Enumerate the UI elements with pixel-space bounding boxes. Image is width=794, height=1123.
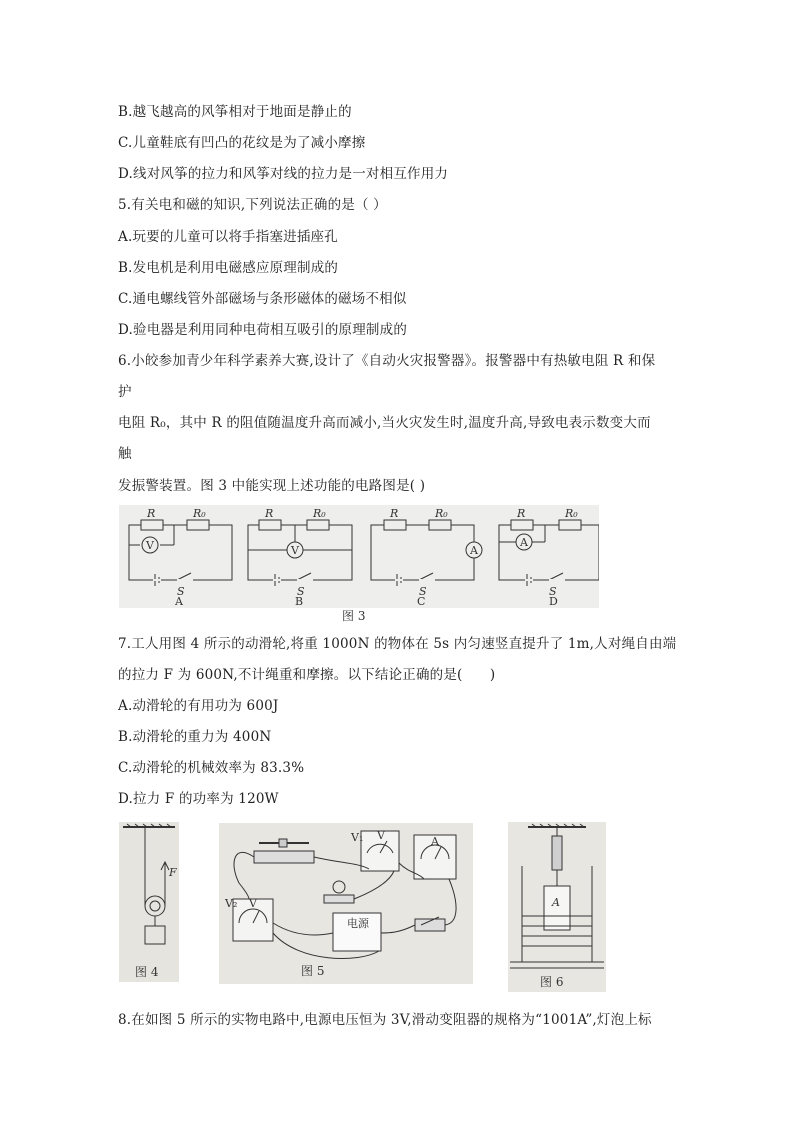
option-5b: B.发电机是利用电磁感应原理制成的 bbox=[118, 260, 339, 276]
voltmeter-b: V bbox=[291, 544, 299, 557]
question-8-line1: 8.在如图 5 所示的实物电路中,电源电压恒为 3V,滑动变阻器的规格为“1001A”,灯泡上标 bbox=[118, 1012, 652, 1028]
option-5a: A.玩要的儿童可以将手指塞进插座孔 bbox=[118, 229, 338, 245]
voltmeter-a: V bbox=[146, 539, 154, 552]
block-label: A bbox=[552, 896, 560, 909]
v1-meter-symbol: V bbox=[377, 829, 385, 842]
question-6-line5: 发振警装置。图 3 中能实现上述功能的电路图是( ) bbox=[118, 478, 426, 494]
label-s-a: S bbox=[177, 585, 185, 598]
figure-3 bbox=[119, 505, 599, 608]
figure-6-caption: 图 6 bbox=[540, 975, 564, 989]
option-7d: D.拉力 F 的功率为 120W bbox=[118, 791, 279, 807]
ammeter-c: A bbox=[470, 544, 478, 557]
label-s-b: S bbox=[297, 585, 305, 598]
circuit-a bbox=[129, 520, 232, 586]
option-5c: C.通电螺线管外部磁场与条形磁体的磁场不相似 bbox=[118, 291, 407, 307]
label-r0-d: R₀ bbox=[565, 507, 578, 520]
question-6-line1: 6.小皎参加青少年科学素养大赛,设计了《自动火灾报警器》。报警器中有热敏电阻 R 和保 bbox=[118, 353, 656, 369]
option-label-a: A bbox=[175, 595, 183, 608]
question-6-line4: 触 bbox=[118, 446, 132, 462]
label-s-d: S bbox=[549, 585, 557, 598]
label-r0-c: R₀ bbox=[435, 507, 448, 520]
circuit-d bbox=[499, 520, 599, 586]
v1-label: V₁ bbox=[351, 831, 364, 844]
figure-4-caption: 图 4 bbox=[135, 965, 159, 979]
label-r0-a: R₀ bbox=[193, 507, 206, 520]
option-4d: D.线对风筝的拉力和风筝对线的拉力是一对相互作用力 bbox=[118, 166, 449, 182]
option-label-c: C bbox=[417, 595, 426, 608]
label-r-a: R bbox=[147, 507, 156, 520]
question-6-line3: 电阻 R₀，其中 R 的阻值随温度升高而减小,当火灾发生时,温度升高,导致电表示数变大而 bbox=[118, 415, 651, 431]
force-label: F bbox=[169, 866, 177, 879]
option-label-d: D bbox=[549, 595, 558, 608]
option-5d: D.验电器是利用同种电荷相互吸引的原理制成的 bbox=[118, 322, 408, 338]
label-r-b: R bbox=[265, 507, 274, 520]
label-s-c: S bbox=[419, 585, 427, 598]
option-4c: C.儿童鞋底有凹凸的花纹是为了减小摩擦 bbox=[118, 135, 366, 151]
ammeter-d: A bbox=[520, 536, 528, 549]
figure-3-caption: 图 3 bbox=[342, 609, 366, 623]
option-7b: B.动滑轮的重力为 400N bbox=[118, 729, 272, 745]
option-7a: A.动滑轮的有用功为 600J bbox=[118, 698, 279, 714]
label-r0-b: R₀ bbox=[313, 507, 326, 520]
v2-label: V₂ bbox=[225, 897, 238, 910]
label-r-c: R bbox=[390, 507, 399, 520]
figure-5 bbox=[219, 823, 473, 984]
figure-6 bbox=[508, 822, 606, 992]
figure-4 bbox=[119, 822, 179, 982]
label-r-d: R bbox=[517, 507, 526, 520]
option-4b: B.越飞越高的风筝相对于地面是静止的 bbox=[118, 104, 352, 120]
circuit-c bbox=[371, 520, 482, 586]
option-7c: C.动滑轮的机械效率为 83.3% bbox=[118, 760, 305, 776]
circuit-b bbox=[248, 520, 352, 586]
power-supply-label: 电源 bbox=[347, 917, 369, 930]
ammeter-symbol: A bbox=[431, 835, 439, 848]
question-7-line1: 7.工人用图 4 所示的动滑轮,将重 1000N 的物体在 5s 内匀速竖直提升了 1m,人对绳自由端 bbox=[118, 636, 677, 652]
option-label-b: B bbox=[295, 595, 304, 608]
question-6-line2: 护 bbox=[118, 384, 132, 400]
v2-meter-symbol: V bbox=[249, 897, 257, 910]
figure-5-caption: 图 5 bbox=[301, 964, 325, 978]
question-5: 5.有关电和磁的知识,下列说法正确的是（ ） bbox=[118, 197, 387, 213]
question-7-line2: 的拉力 F 为 600N,不计绳重和摩擦。以下结论正确的是( ) bbox=[118, 667, 496, 683]
